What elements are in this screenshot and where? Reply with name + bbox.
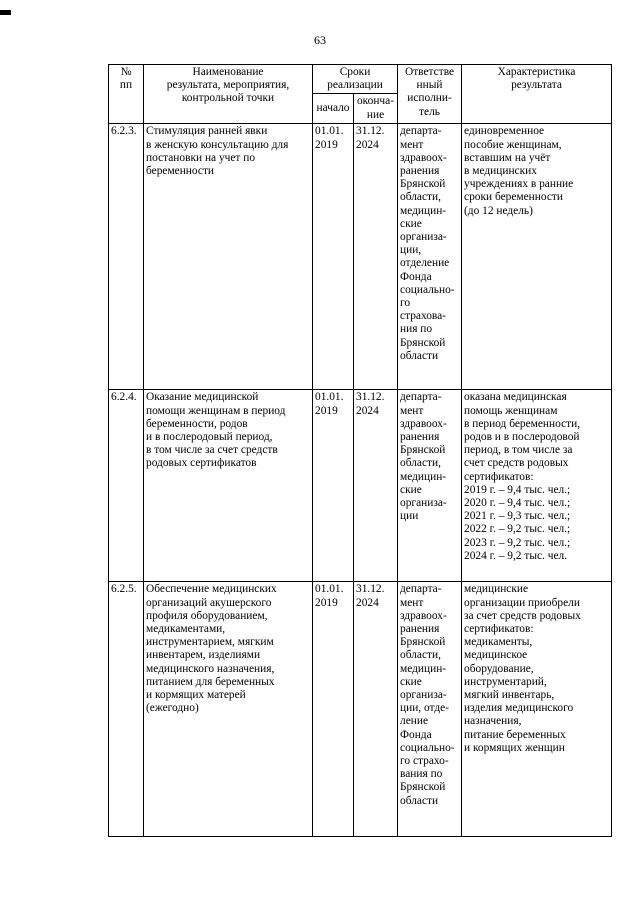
cell-name	[144, 124, 313, 390]
text-line: Брянской	[400, 178, 446, 191]
text-line: области,	[400, 457, 441, 470]
cell-responsible	[398, 582, 462, 837]
text-line: в период беременности,	[464, 417, 581, 430]
text-line: контрольной точки	[181, 92, 275, 105]
text-line: Наименование	[192, 66, 264, 78]
text-line: здравоох-	[400, 609, 447, 622]
text-line: Фонда	[400, 728, 432, 741]
text-line: питание беременных	[464, 728, 566, 741]
cell-num: 6.2.4.	[109, 390, 144, 582]
cell-result	[462, 582, 612, 837]
text-line: сертификатов:	[464, 470, 534, 483]
text-line: инструментарий,	[464, 675, 547, 688]
text-line: организаций акушерского	[146, 596, 272, 609]
text-line: департа-	[400, 583, 442, 596]
text-line: вставшим на учёт	[464, 151, 551, 164]
text-line: родовых сертификатов	[146, 457, 257, 470]
cell-num: 6.2.3.	[109, 124, 144, 390]
text-line: Ответстве	[404, 66, 455, 78]
text-line: 2019	[315, 596, 338, 609]
text-line: Оказание медицинской	[146, 391, 259, 404]
cell-start	[313, 390, 354, 582]
text-line: Характеристика	[497, 66, 576, 78]
text-line: пп	[119, 79, 133, 92]
text-line: беременности	[146, 165, 215, 178]
text-line: 2022 г. – 9,2 тыс. чел.;	[464, 523, 571, 536]
text-line: помощи женщинам в период	[146, 404, 286, 417]
text-line: пособие женщинам,	[464, 138, 562, 151]
header-terms	[313, 65, 398, 94]
text-line: в том числе за счет средств	[146, 444, 278, 457]
text-line: отделение	[400, 257, 450, 270]
text-line: 2019 г. – 9,4 тыс. чел.;	[464, 483, 571, 496]
text-line: медицинского назначения,	[146, 662, 275, 675]
cell-responsible	[398, 124, 462, 390]
header-name	[144, 65, 313, 124]
text-line: департа-	[400, 125, 442, 138]
text-line: Сроки	[339, 66, 371, 78]
text-line: ские	[400, 217, 422, 230]
text-line: оказана медицинская	[464, 391, 567, 404]
text-line: единовременное	[464, 125, 545, 138]
text-line: мягкий инвентарь,	[464, 689, 555, 702]
text-line: медицин-	[400, 662, 447, 675]
text-line: питанием для беременных	[146, 675, 275, 688]
cell-start	[313, 582, 354, 837]
text-line: сертификатов:	[464, 623, 534, 636]
header-responsible	[398, 65, 462, 124]
cell-name	[144, 390, 313, 582]
header-num	[109, 65, 144, 124]
text-line: №	[120, 66, 132, 78]
text-line: результата, мероприятия,	[166, 79, 290, 92]
table-row	[109, 390, 612, 582]
text-line: здравоох-	[400, 151, 447, 164]
text-line: и кормящих матерей	[146, 689, 246, 702]
text-line: 2019	[315, 404, 338, 417]
text-line: беременности, родов	[146, 417, 248, 430]
text-line: медицинское	[464, 649, 528, 662]
text-line: Брянской	[400, 444, 446, 457]
text-line: социально-	[400, 283, 455, 296]
text-line: ции, отде-	[400, 702, 450, 715]
text-line: 01.01.	[315, 583, 344, 596]
table-row	[109, 582, 612, 837]
cell-name	[144, 582, 313, 837]
text-line: ские	[400, 483, 422, 496]
text-line: 01.01.	[315, 391, 344, 404]
text-line: и кормящих женщин	[464, 741, 565, 754]
text-line: инструментарием, мягким	[146, 636, 274, 649]
text-line: 2024	[356, 596, 379, 609]
text-line: медикаменты,	[464, 636, 533, 649]
cell-end	[354, 390, 398, 582]
text-line: ление	[400, 715, 429, 728]
text-line: мент	[400, 138, 424, 151]
text-line: 31.12.	[356, 583, 385, 596]
text-line: ские	[400, 675, 422, 688]
text-line: счет средств родовых	[464, 457, 569, 470]
text-line: организации приобрели	[464, 596, 580, 609]
text-line: и в послеродовый период,	[146, 431, 273, 444]
text-line: ние	[366, 108, 385, 121]
text-line: в медицинских	[464, 165, 537, 178]
text-line: постановки на учет по	[146, 151, 256, 164]
text-line: медикаментами,	[146, 623, 226, 636]
text-line: области	[400, 794, 439, 807]
text-line: организа-	[400, 231, 447, 244]
text-line: (до 12 недель)	[464, 204, 533, 217]
page-number: 63	[314, 33, 326, 47]
text-line: родов и в послеродовой	[464, 431, 580, 444]
text-line: социально-	[400, 741, 455, 754]
text-line: ции,	[400, 244, 422, 257]
text-line: 01.01.	[315, 125, 344, 138]
text-line: медицинские	[464, 583, 529, 596]
text-line: оборудование,	[464, 662, 534, 675]
text-line: 31.12.	[356, 125, 385, 138]
text-line: мент	[400, 404, 424, 417]
text-line: 2023 г. – 9,2 тыс. чел.;	[464, 536, 571, 549]
text-line: организа-	[400, 689, 447, 702]
activities-table	[108, 64, 612, 837]
text-line: назначения,	[464, 715, 522, 728]
text-line: учреждениях в ранние	[464, 178, 574, 191]
header-start	[313, 94, 354, 124]
text-line: области	[400, 349, 439, 362]
text-line: организа-	[400, 497, 447, 510]
cell-end	[354, 124, 398, 390]
text-line: 2024 г. – 9,2 тыс. чел.	[464, 549, 568, 562]
text-line: нный	[416, 79, 443, 92]
scan-corner-mark	[0, 10, 11, 15]
text-line: медицин-	[400, 204, 447, 217]
cell-result	[462, 124, 612, 390]
header-result	[462, 65, 612, 124]
cell-num: 6.2.5.	[109, 582, 144, 837]
text-line: 31.12.	[356, 391, 385, 404]
text-line: ции	[400, 510, 419, 523]
text-line: за счет средств родовых	[464, 609, 581, 622]
header-end	[354, 94, 398, 124]
text-line: ранения	[400, 431, 440, 444]
text-line: ния по	[400, 323, 433, 336]
text-line: период, в том числе за	[464, 444, 573, 457]
text-line: помощь женщинам	[464, 404, 558, 417]
text-line: исполни-	[407, 92, 452, 105]
table-row	[109, 124, 612, 390]
text-line: медицин-	[400, 470, 447, 483]
text-line: Брянской	[400, 636, 446, 649]
text-line: изделия медицинского	[464, 702, 574, 715]
text-line: го	[400, 297, 411, 310]
text-line: Обеспечение медицинских	[146, 583, 277, 596]
text-line: страхова-	[400, 310, 446, 323]
text-line: области,	[400, 649, 441, 662]
text-line: 2021 г. – 9,3 тыс. чел.;	[464, 510, 571, 523]
text-line: оконча-	[356, 95, 395, 108]
text-line: департа-	[400, 391, 442, 404]
text-line: сроки беременности	[464, 191, 563, 204]
text-line: инвентарем, изделиями	[146, 649, 261, 662]
text-line: в женскую консультацию для	[146, 138, 289, 151]
cell-end	[354, 582, 398, 837]
text-line: ранения	[400, 623, 440, 636]
text-line: ранения	[400, 165, 440, 178]
text-line: реализации	[327, 79, 383, 92]
text-line: 2020 г. – 9,4 тыс. чел.;	[464, 497, 571, 510]
text-line: 2024	[356, 138, 379, 151]
text-line: Стимуляция ранней явки	[146, 125, 268, 138]
text-line: здравоох-	[400, 417, 447, 430]
cell-result	[462, 390, 612, 582]
text-line: начало	[316, 102, 350, 115]
text-line: 2024	[356, 404, 379, 417]
text-line: 2019	[315, 138, 338, 151]
text-line: области,	[400, 191, 441, 204]
text-line: результата	[511, 79, 562, 92]
cell-responsible	[398, 390, 462, 582]
text-line: (ежегодно)	[146, 702, 199, 715]
text-line: профиля оборудованием,	[146, 609, 268, 622]
cell-start	[313, 124, 354, 390]
text-line: тель	[419, 105, 440, 118]
text-line: го страхо-	[400, 755, 449, 768]
text-line: Фонда	[400, 270, 432, 283]
text-line: Брянской	[400, 336, 446, 349]
text-line: Брянской	[400, 781, 446, 794]
text-line: мент	[400, 596, 424, 609]
text-line: вания по	[400, 768, 443, 781]
